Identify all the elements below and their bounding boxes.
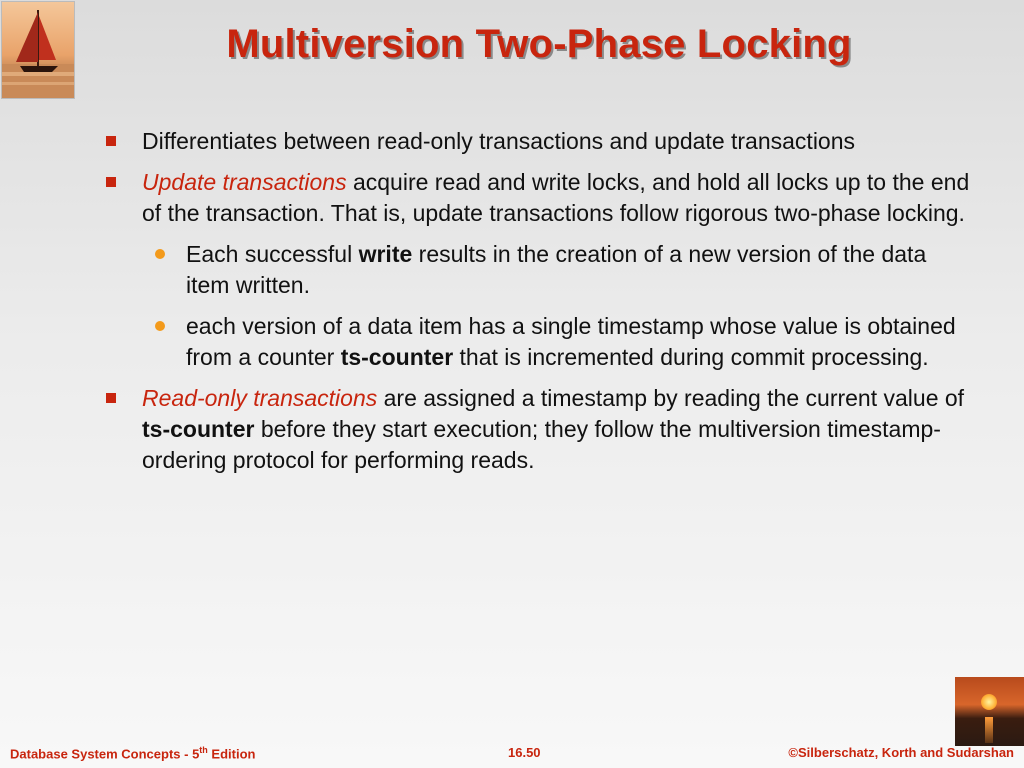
sun-icon — [981, 694, 997, 710]
bullet-text: acquire read and write locks, and hold all locks up to the end of the transaction. That is, update transactions follow rigorous two-phase locking. — [142, 169, 970, 226]
footer-text: Edition — [207, 746, 256, 762]
sub-bullet-item — [100, 239, 970, 301]
square-bullet-icon — [106, 136, 116, 146]
bullet-text: are assigned a timestamp by reading the current value of — [377, 385, 965, 411]
bold-text: ts-counter — [142, 416, 255, 442]
circle-bullet-icon — [155, 321, 165, 331]
square-bullet-icon — [106, 393, 116, 403]
sun-reflection — [985, 717, 993, 743]
bullet-text: before they start execution; they follow the multiversion timestamp-ordering protocol for performing reads. — [142, 416, 941, 473]
footer-slide-number: 16.50 — [508, 745, 541, 760]
bullet-text: results in the creation of a new version of the data item written. — [186, 241, 927, 298]
bullet-text: Each successful — [186, 241, 359, 267]
sunset-image-icon — [955, 677, 1024, 746]
bullet-item — [100, 126, 970, 157]
bold-text: ts-counter — [340, 344, 454, 370]
footer-text: Database System Concepts - 5 — [10, 746, 200, 762]
emphasis-text: Read-only transactions — [142, 385, 378, 411]
slide-body — [100, 126, 970, 486]
bullet-item — [100, 167, 970, 229]
footer-sup: th — [199, 745, 208, 755]
footer-copyright: ©Silberschatz, Korth and Sudarshan — [788, 745, 1014, 760]
sub-bullet-item — [100, 311, 970, 373]
slide-title: Multiversion Two-Phase Locking — [226, 22, 852, 66]
square-bullet-icon — [106, 177, 116, 187]
bullet-text: each version of a data item has a single timestamp whose value is obtained from a counter — [186, 313, 956, 370]
bullet-text: Differentiates between read-only transactions and update transactions — [142, 128, 856, 154]
bold-text: write — [358, 241, 413, 267]
bullet-item — [100, 383, 970, 476]
circle-bullet-icon — [155, 249, 165, 259]
bullet-text: that is incremented during commit processing. — [453, 344, 929, 370]
emphasis-text: Update transactions — [142, 169, 347, 195]
footer-book-title — [10, 745, 255, 761]
